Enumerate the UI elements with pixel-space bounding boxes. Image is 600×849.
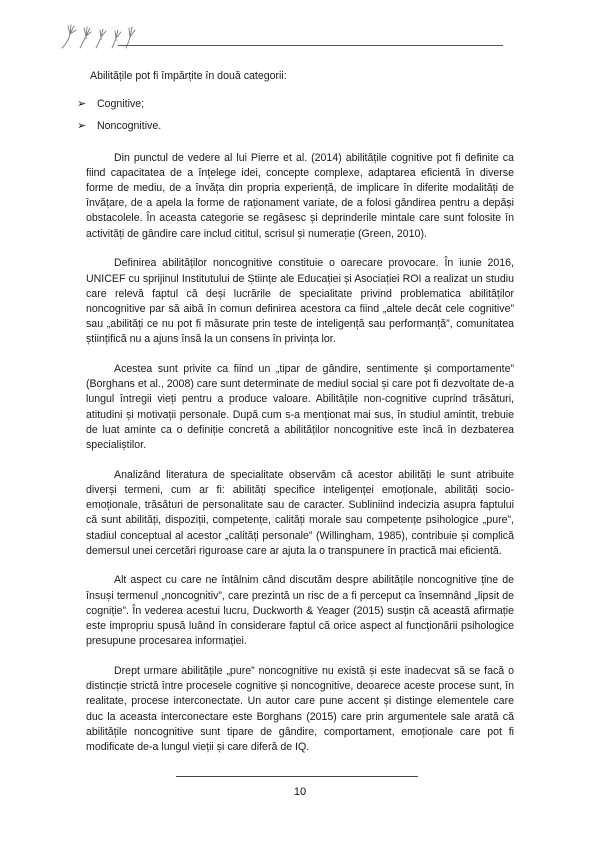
list-item-label: Noncognitive. <box>97 120 162 133</box>
arrowhead-bullet-icon: ➢ <box>77 120 87 133</box>
list-item <box>77 119 514 134</box>
list-item-label: Cognitive; <box>97 98 145 111</box>
footer-rule <box>176 776 418 777</box>
paragraph: Alt aspect cu care ne întâlnim când discutăm despre abilitățile noncognitive ține de însuși termenul „noncognitiv”, care prezintă un risc de a fi perceput ca însemnând „lipsit de cogniție”. În vederea acestui lucru, Duckworth & Yeager (2015) susțin că această afirmație este impropriu spusă luând în considerare faptul că orice aspect al funcționării psihologice presupune procesarea informației. <box>86 574 514 648</box>
document-body <box>77 69 514 770</box>
paragraph: Definirea abilităților noncognitive constituie o oarecare provocare. În iunie 2016, UNICEF cu sprijinul Institutului de Științe ale Educației și Asociației ROI a realizat un studiu care relevă faptul că deși lucrările de specialitate privind problematica abilităților noncognitive par să aibă în comun definirea acestora ca fiind „altele decât cele cognitive” sau „abilități ce nu pot fi măsurate prin teste de inteligență sau performanță”, comunitatea științifică nu a ajuns însă la un consens în privința lor. <box>86 257 514 346</box>
paragraph: Analizând literatura de specialitate observăm că acestor abilități le sunt atribuite diverși termeni, cum ar fi: abilități specifice inteligenței emoționale, abilități socio-emoționale, trăsături de personalitate sau de caracter. Subliniind indecizia asupra faptului că sunt abilități, dispoziții, competențe, calități morale sau competențe psihologice „pure”, stadiul conceptual al acestor „calități personale” (Willingham, 1985), contribuie și complică demersul unei cercetări riguroase care ar ajuta la o transpunere în practică mai eficientă. <box>86 468 514 557</box>
paragraph: Acestea sunt privite ca fiind un „tipar de gândire, sentimente și comportamente” (Borghans et al., 2008) care sunt determinate de mediul social și care pot fi dezvoltate de-a lungul întregii vieți pentru a produce valoare. Abilitățile non-cognitive cuprind trăsături, atitudini și motivații personale. După cum s-a menționat mai sus, în studiul amintit, trebuie de luat aminte ca o definiție concretă a abilităților noncognitive este încă în dezbaterea specialiștilor. <box>86 363 514 452</box>
paragraph: Din punctul de vedere al lui Pierre et al. (2014) abilitățile cognitive pot fi definite ca fiind capacitatea de a înțelege idei, concepte complexe, adaptarea eficientă în diverse forme de mediu, de a învăța din propria experiență, de implicare în diferite modalități de învățare, de a apela la forme de raționament variate, de a folosi gândirea pentru a depăși obstacolele. În aceasta categorie se regăsesc și deprinderile mintale care sunt folosite în activități de gândire care includ cititul, scrisul și numerație (Green, 2010). <box>86 151 514 240</box>
header-rule <box>118 45 503 46</box>
bullet-list <box>77 97 514 134</box>
intro-text: Abilitățile pot fi împărțite în două categorii: <box>90 70 287 82</box>
list-item <box>77 97 514 112</box>
arrowhead-bullet-icon: ➢ <box>77 98 87 111</box>
paragraph: Drept urmare abilitățile „pure” noncognitive nu există și este inadecvat să se facă o distincție strictă între procesele cognitive și noncognitive, deoarece aceste procese sunt, în realitate, procese interconectate. Un autor care pune accent și distinge elementele care duc la aceasta interconectare este Borghans (2015) care prin argumentele sale arată că abilitățile noncognitive sunt tipare de gândire, comportament, emoționale care pot fi modificate de-a lungul vieții și care diferă de IQ. <box>86 665 514 754</box>
page-number: 10 <box>293 786 307 798</box>
